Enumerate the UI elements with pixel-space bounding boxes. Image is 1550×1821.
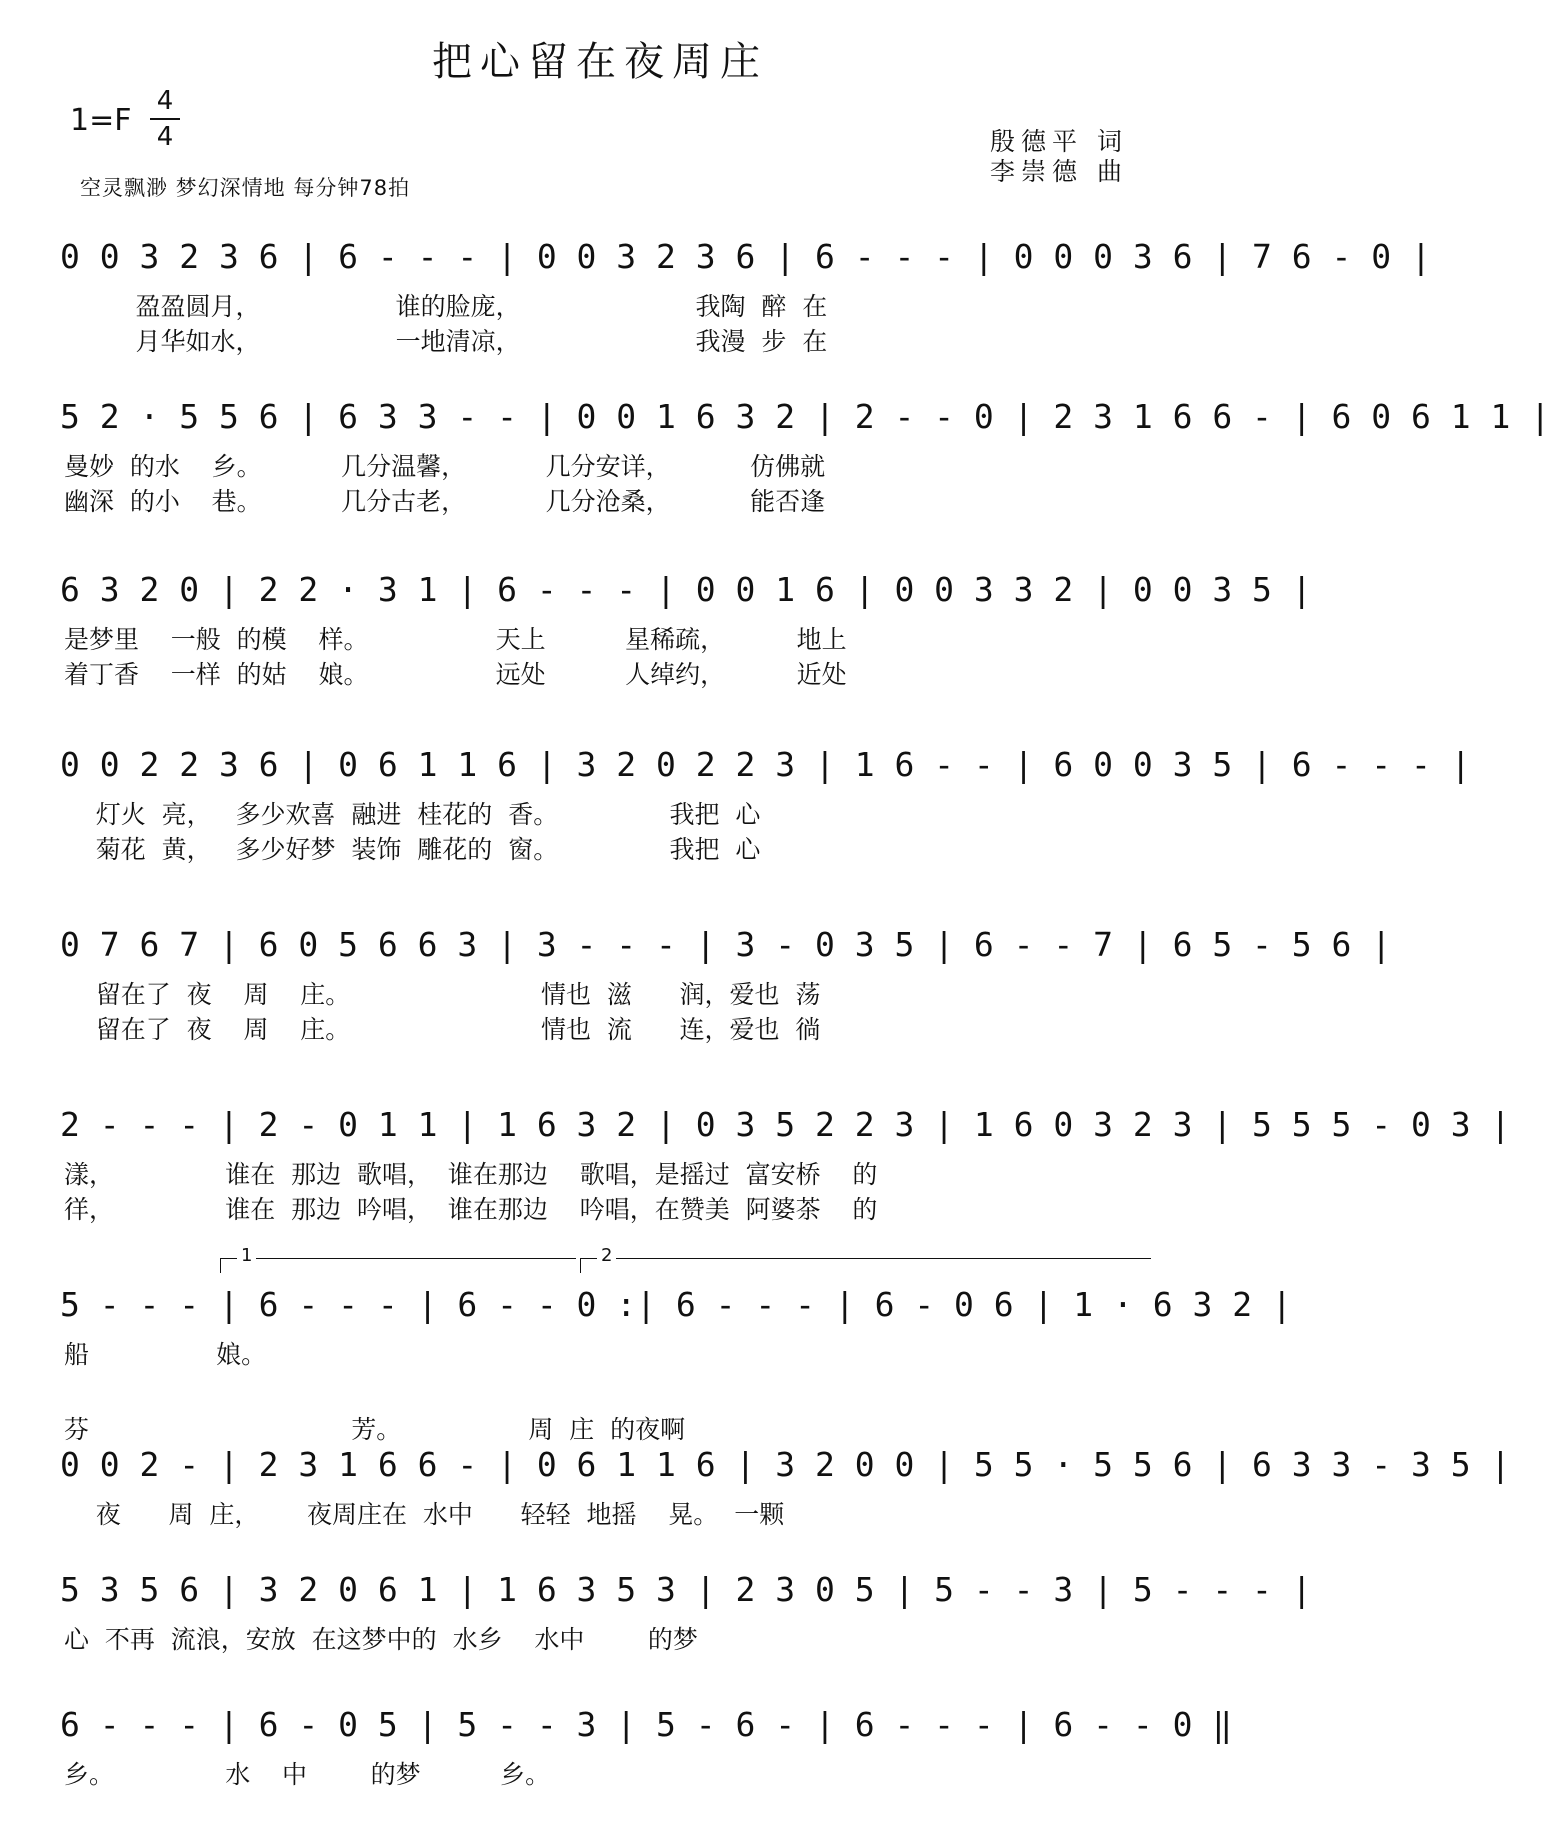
tempo-marking: 空灵飘渺 梦幻深情地 每分钟78拍	[80, 176, 411, 200]
notation-line: 5 3 5 6 | 3 2 0 6 1 | 1 6 3 5 3 | 2 3 0 5 | 5 - - 3 | 5 - - - |	[60, 1570, 1312, 1609]
lyric-verse-1: 心 不再 流浪，安放 在这梦中的 水乡 水中 的梦	[64, 1625, 698, 1654]
lyric-verse-2: 留在了 夜 周 庄。 情也 流 连，爱也 徜	[64, 1015, 821, 1044]
notation-line: 6 3 2 0 | 2 2 · 3 1 | 6 - - - | 0 0 1 6 | 0 0 3 3 2 | 0 0 3 5 |	[60, 570, 1312, 609]
lyric-verse-1: 曼妙 的水 乡。 几分温馨， 几分安详， 仿佛就	[64, 452, 826, 481]
time-signature-bottom: 4	[156, 122, 174, 152]
score-system	[60, 1280, 1292, 1444]
lyric-verse-2: 幽深 的小 巷。 几分古老， 几分沧桑， 能否逢	[64, 487, 826, 516]
volta-bracket-1	[220, 1245, 576, 1273]
score-system	[60, 1565, 1312, 1654]
score-system	[60, 392, 1550, 516]
lyric-verse-2: 菊花 黄， 多少好梦 装饰 雕花的 窗。 我把 心	[64, 835, 761, 864]
lyric-verse-1: 灯火 亮， 多少欢喜 融进 桂花的 香。 我把 心	[64, 800, 761, 829]
lyric-verse-1: 是梦里 一般 的模 样。 天上 星稀疏， 地上	[64, 625, 847, 654]
lyric-verse-1: 夜 周 庄， 夜周庄在 水中 轻轻 地摇 晃。 一颗	[64, 1500, 785, 1529]
score-system	[60, 1100, 1511, 1224]
notation-line: 2 - - - | 2 - 0 1 1 | 1 6 3 2 | 0 3 5 2 2 3 | 1 6 0 3 2 3 | 5 5 5 - 0 3 |	[60, 1105, 1511, 1144]
score-system	[60, 1700, 1233, 1789]
time-signature	[150, 86, 180, 152]
lyric-verse-2: 徉， 谁在 那边 吟唱， 谁在那边 吟唱，在赞美 阿婆茶 的	[64, 1195, 878, 1224]
volta-number-1: 1	[237, 1245, 256, 1266]
volta-number-2: 2	[597, 1245, 616, 1266]
score-system	[60, 565, 1312, 689]
notation-line: 6 - - - | 6 - 0 5 | 5 - - 3 | 5 - 6 - | 6 - - - | 6 - - 0 ‖	[60, 1705, 1233, 1744]
notation-line: 0 7 6 7 | 6 0 5 6 6 3 | 3 - - - | 3 - 0 3 5 | 6 - - 7 | 6 5 - 5 6 |	[60, 925, 1392, 964]
notation-line: 5 2 · 5 5 6 | 6 3 3 - - | 0 0 1 6 3 2 | 2 - - 0 | 2 3 1 6 6 - | 6 0 6 1 1 |	[60, 397, 1550, 436]
time-signature-divider	[150, 118, 180, 120]
lyric-verse-1: 留在了 夜 周 庄。 情也 滋 润，爱也 荡	[64, 980, 821, 1009]
lyric-verse-2: 月华如水， 一地清凉， 我漫 步 在	[64, 327, 828, 356]
notation-line: 0 0 2 - | 2 3 1 6 6 - | 0 6 1 1 6 | 3 2 0 0 | 5 5 · 5 5 6 | 6 3 3 - 3 5 |	[60, 1445, 1511, 1484]
lyricist-credit: 殷德平 词	[990, 127, 1128, 156]
score-system	[60, 740, 1471, 864]
score-system	[60, 920, 1392, 1044]
lyric-verse-1: 船 娘。	[64, 1340, 267, 1369]
score-system	[60, 1440, 1511, 1529]
song-title: 把心留在夜周庄	[432, 39, 768, 85]
score-system	[60, 232, 1431, 356]
lyric-verse-1: 漾， 谁在 那边 歌唱， 谁在那边 歌唱，是摇过 富安桥 的	[64, 1160, 878, 1189]
lyric-verse-1: 盈盈圆月， 谁的脸庞， 我陶 醉 在	[64, 292, 828, 321]
lyric-verse-2: 着丁香 一样 的姑 娘。 远处 人绰约， 近处	[64, 660, 847, 689]
notation-line: 0 0 2 2 3 6 | 0 6 1 1 6 | 3 2 0 2 2 3 | 1 6 - - | 6 0 0 3 5 | 6 - - - |	[60, 745, 1471, 784]
lyric-verse-2: 芬 芳。 周 庄 的夜啊	[64, 1415, 686, 1444]
composer-credit: 李崇德 曲	[990, 157, 1128, 186]
volta-bracket-2	[580, 1245, 1151, 1273]
lyric-verse-1: 乡。 水 中 的梦 乡。	[64, 1760, 551, 1789]
notation-line: 0 0 3 2 3 6 | 6 - - - | 0 0 3 2 3 6 | 6 - - - | 0 0 0 3 6 | 7 6 - 0 |	[60, 237, 1431, 276]
notation-line: 5 - - - | 6 - - - | 6 - - 0 :| 6 - - - | 6 - 0 6 | 1 · 6 3 2 |	[60, 1285, 1292, 1324]
key-signature: 1=F	[70, 103, 132, 138]
time-signature-top: 4	[156, 86, 174, 116]
